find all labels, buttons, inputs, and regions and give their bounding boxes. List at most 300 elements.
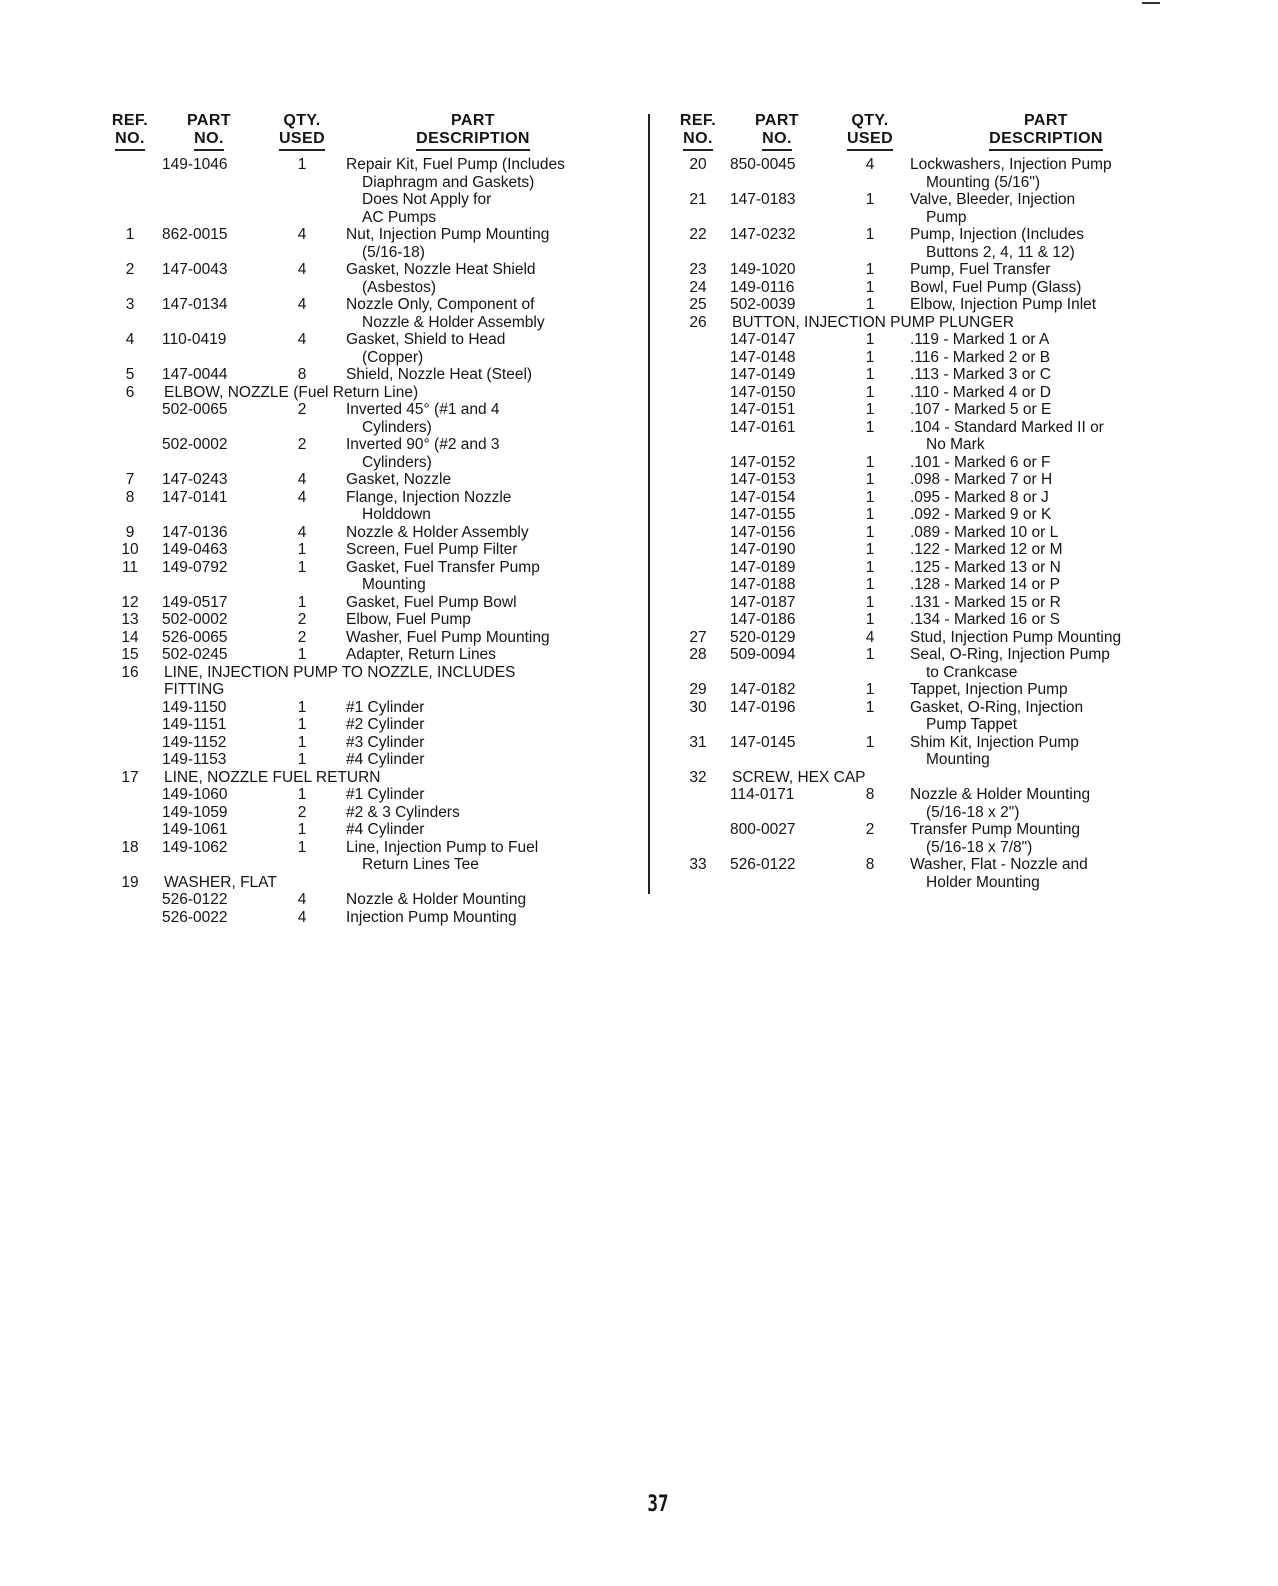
part-no: 502-0002	[162, 611, 228, 628]
part-description: Nut, Injection Pump Mounting	[346, 226, 550, 243]
part-description: #4 Cylinder	[346, 821, 425, 838]
part-no: 800-0027	[730, 821, 796, 838]
qty-used: 1	[865, 506, 875, 523]
table-row	[676, 156, 1186, 191]
part-no: 147-0151	[730, 401, 796, 418]
ref-no: 9	[125, 523, 135, 541]
qty-used: 4	[297, 523, 307, 541]
part-description: Flange, Injection Nozzle	[346, 488, 512, 506]
table-row	[108, 699, 628, 717]
qty-used: 2	[297, 436, 307, 453]
qty-used: 1	[865, 418, 875, 436]
qty-used: 1	[865, 698, 875, 716]
table-row	[676, 314, 1186, 332]
ref-no: 30	[689, 698, 707, 716]
part-description: Adapter, Return Lines	[346, 646, 496, 663]
table-row	[676, 629, 1186, 647]
part-description: Line, Injection Pump to Fuel	[346, 838, 539, 856]
part-no: 147-0148	[730, 348, 796, 366]
part-description: .128 - Marked 14 or P	[910, 576, 1060, 593]
header-ref: REF. NO.	[108, 112, 152, 151]
part-no: 862-0015	[162, 226, 228, 243]
header-qty: QTY. USED	[274, 112, 330, 151]
qty-used: 1	[297, 156, 307, 173]
table-header	[108, 112, 628, 156]
part-description: Stud, Injection Pump Mounting	[910, 628, 1122, 646]
part-description: Mounting	[926, 751, 990, 768]
table-row	[676, 191, 1186, 226]
part-no: 526-0122	[162, 891, 228, 908]
ref-no: 13	[121, 611, 139, 628]
qty-used: 1	[865, 191, 875, 208]
group-heading-cont: FITTING	[164, 681, 225, 698]
part-description: No Mark	[926, 436, 985, 453]
part-description: Return Lines Tee	[362, 856, 479, 873]
qty-used: 1	[865, 261, 875, 278]
part-no: 147-0186	[730, 611, 796, 628]
qty-used: 1	[865, 296, 875, 313]
part-description: Does Not Apply for	[362, 191, 492, 208]
table-row	[108, 839, 628, 874]
part-description: Inverted 45° (#1 and 4	[346, 401, 500, 418]
qty-used: 1	[865, 593, 875, 611]
part-description: Nozzle & Holder Mounting	[910, 786, 1091, 803]
qty-used: 1	[865, 523, 875, 541]
table-row	[108, 541, 628, 559]
qty-used: 1	[865, 733, 875, 751]
ref-no: 25	[689, 296, 707, 313]
ref-no: 33	[689, 856, 707, 873]
part-no: 526-0065	[162, 628, 228, 646]
part-description: .098 - Marked 7 or H	[910, 471, 1053, 488]
part-no: 147-0149	[730, 366, 796, 383]
table-row	[676, 646, 1186, 681]
table-row	[108, 489, 628, 524]
part-description: .107 - Marked 5 or E	[910, 401, 1052, 418]
group-heading: LINE, INJECTION PUMP TO NOZZLE, INCLUDES	[164, 663, 516, 681]
header-description: PART DESCRIPTION	[398, 112, 548, 151]
qty-used: 8	[297, 366, 307, 383]
qty-used: 8	[865, 856, 875, 873]
part-description: .119 - Marked 1 or A	[910, 331, 1050, 348]
part-description: Washer, Flat - Nozzle and	[910, 856, 1088, 873]
qty-used: 1	[297, 838, 307, 856]
table-row	[108, 261, 628, 296]
part-no: 526-0022	[162, 908, 228, 926]
table-row	[108, 769, 628, 787]
ref-no: 22	[689, 226, 707, 243]
ref-no: 26	[689, 313, 707, 331]
ref-no: 20	[689, 156, 707, 173]
part-no: 147-0189	[730, 558, 796, 576]
part-description: Gasket, Nozzle Heat Shield	[346, 261, 536, 278]
table-row	[108, 611, 628, 629]
ref-no: 28	[689, 646, 707, 663]
part-no: 149-1061	[162, 821, 228, 838]
ref-no: 18	[121, 838, 139, 856]
part-description: Elbow, Injection Pump Inlet	[910, 296, 1097, 313]
ref-no: 10	[121, 541, 139, 558]
qty-used: 1	[297, 821, 307, 838]
qty-used: 1	[297, 541, 307, 558]
corner-mark	[1142, 2, 1160, 4]
qty-used: 1	[865, 646, 875, 663]
part-description: .104 - Standard Marked II or	[910, 418, 1104, 436]
table-row	[676, 559, 1186, 577]
table-row	[108, 559, 628, 594]
part-description: Mounting (5/16")	[926, 173, 1041, 191]
table-row	[676, 611, 1186, 629]
qty-used: 1	[865, 331, 875, 348]
part-description: (5/16-18 x 2")	[926, 803, 1020, 821]
part-no: 526-0122	[730, 856, 796, 873]
part-description: Pump Tappet	[926, 716, 1018, 733]
ref-no: 17	[121, 768, 139, 786]
part-description: Nozzle & Holder Mounting	[346, 891, 527, 908]
table-row	[108, 331, 628, 366]
part-no: 147-0141	[162, 488, 228, 506]
qty-used: 1	[865, 681, 875, 698]
part-no: 520-0129	[730, 628, 796, 646]
qty-used: 1	[865, 348, 875, 366]
ref-no: 29	[689, 681, 707, 698]
part-description: Pump, Injection (Includes	[910, 226, 1085, 243]
table-row	[108, 524, 628, 542]
part-description: Washer, Fuel Pump Mounting	[346, 628, 550, 646]
part-description: AC Pumps	[362, 208, 437, 226]
table-row	[676, 296, 1186, 314]
table-row	[108, 226, 628, 261]
part-no: 149-0517	[162, 593, 228, 611]
part-description: Inverted 90° (#2 and 3	[346, 436, 500, 453]
qty-used: 1	[297, 751, 307, 768]
part-no: 149-0116	[730, 278, 795, 296]
part-description: Cylinders)	[362, 418, 432, 436]
part-no: 147-0232	[730, 226, 796, 243]
table-row	[676, 506, 1186, 524]
part-description: Holder Mounting	[926, 873, 1040, 891]
part-description: Shim Kit, Injection Pump	[910, 733, 1079, 751]
part-description: Pump	[926, 208, 967, 226]
header-part-no: PART NO.	[168, 112, 250, 151]
qty-used: 1	[865, 611, 875, 628]
parts-table-left	[108, 112, 628, 926]
part-no: 147-0187	[730, 593, 796, 611]
part-description: Nozzle & Holder Assembly	[346, 523, 529, 541]
table-row	[676, 489, 1186, 507]
qty-used: 1	[865, 366, 875, 383]
part-description: to Crankcase	[926, 663, 1018, 681]
part-description: Gasket, Fuel Pump Bowl	[346, 593, 517, 611]
qty-used: 4	[297, 226, 307, 243]
table-row	[676, 769, 1186, 787]
part-description: (5/16-18 x 7/8")	[926, 838, 1033, 856]
table-row	[108, 384, 628, 402]
table-row	[108, 646, 628, 664]
part-description: Gasket, Shield to Head	[346, 331, 506, 348]
part-no: 502-0002	[162, 436, 228, 453]
table-row	[108, 296, 628, 331]
qty-used: 1	[865, 383, 875, 401]
part-no: 149-1151	[162, 716, 227, 733]
part-no: 147-0196	[730, 698, 796, 716]
table-row	[676, 454, 1186, 472]
part-description: .134 - Marked 16 or S	[910, 611, 1060, 628]
ref-no: 5	[125, 366, 135, 383]
part-no: 149-1062	[162, 838, 228, 856]
table-row	[676, 331, 1186, 349]
qty-used: 1	[865, 401, 875, 418]
qty-used: 1	[865, 558, 875, 576]
qty-used: 1	[865, 453, 875, 471]
table-row	[108, 716, 628, 734]
table-row	[676, 226, 1186, 261]
qty-used: 1	[297, 698, 307, 716]
qty-used: 2	[297, 611, 307, 628]
table-row	[676, 524, 1186, 542]
ref-no: 32	[689, 768, 707, 786]
part-description: .125 - Marked 13 or N	[910, 558, 1061, 576]
table-row	[676, 419, 1186, 454]
part-description: (Copper)	[362, 348, 424, 366]
table-row	[676, 471, 1186, 489]
table-row	[108, 629, 628, 647]
part-description: Bowl, Fuel Pump (Glass)	[910, 278, 1082, 296]
ref-no: 6	[125, 383, 135, 401]
table-row	[108, 401, 628, 436]
table-row	[676, 699, 1186, 734]
part-no: 147-0188	[730, 576, 796, 593]
qty-used: 1	[865, 278, 875, 296]
part-no: 149-1059	[162, 803, 228, 821]
table-row	[108, 734, 628, 752]
part-no: 114-0171	[730, 786, 795, 803]
qty-used: 4	[297, 908, 307, 926]
part-no: 149-1060	[162, 786, 228, 803]
qty-used: 1	[865, 226, 875, 243]
part-description: Injection Pump Mounting	[346, 908, 517, 926]
part-description: #2 & 3 Cylinders	[346, 803, 460, 821]
header-qty: QTY. USED	[842, 112, 898, 151]
table-row	[108, 804, 628, 822]
table-row	[108, 156, 628, 226]
group-heading: BUTTON, INJECTION PUMP PLUNGER	[732, 313, 1014, 331]
part-no: 502-0065	[162, 401, 228, 418]
part-description: Valve, Bleeder, Injection	[910, 191, 1076, 208]
table-row	[108, 366, 628, 384]
part-description: Buttons 2, 4, 11 & 12)	[926, 243, 1075, 261]
table-row	[108, 786, 628, 804]
part-no: 147-0155	[730, 506, 796, 523]
parts-table-right	[676, 112, 1186, 891]
part-no: 149-1153	[162, 751, 227, 768]
column-divider	[648, 114, 650, 894]
qty-used: 1	[865, 576, 875, 593]
qty-used: 2	[297, 401, 307, 418]
table-row	[676, 349, 1186, 367]
part-no: 147-0153	[730, 471, 796, 488]
part-description: Shield, Nozzle Heat (Steel)	[346, 366, 533, 383]
part-description: Repair Kit, Fuel Pump (Includes	[346, 156, 565, 173]
part-no: 149-0463	[162, 541, 228, 558]
part-description: .116 - Marked 2 or B	[910, 348, 1051, 366]
table-row	[676, 681, 1186, 699]
part-description: (Asbestos)	[362, 278, 437, 296]
part-no: 147-0182	[730, 681, 796, 698]
table-row	[108, 664, 628, 699]
part-description: .110 - Marked 4 or D	[910, 383, 1051, 401]
part-description: .122 - Marked 12 or M	[910, 541, 1063, 558]
qty-used: 4	[297, 891, 307, 908]
part-description: #1 Cylinder	[346, 786, 425, 803]
qty-used: 8	[865, 786, 875, 803]
ref-no: 27	[689, 628, 707, 646]
part-description: Cylinders)	[362, 453, 432, 471]
qty-used: 1	[865, 471, 875, 488]
qty-used: 4	[297, 488, 307, 506]
part-no: 149-1150	[162, 698, 227, 716]
qty-used: 1	[297, 646, 307, 663]
part-description: (5/16-18)	[362, 243, 425, 261]
part-no: 147-0145	[730, 733, 796, 751]
group-heading: SCREW, HEX CAP	[732, 768, 866, 786]
page-number: 37	[647, 1492, 669, 1517]
part-description: Holddown	[362, 506, 431, 523]
qty-used: 1	[297, 786, 307, 803]
group-heading: LINE, NOZZLE FUEL RETURN	[164, 768, 381, 786]
table-row	[108, 751, 628, 769]
part-description: .101 - Marked 6 or F	[910, 453, 1051, 471]
part-description: .113 - Marked 3 or C	[910, 366, 1051, 383]
qty-used: 4	[297, 331, 307, 348]
part-description: Gasket, Fuel Transfer Pump	[346, 558, 540, 576]
part-no: 149-0792	[162, 558, 228, 576]
part-description: .089 - Marked 10 or L	[910, 523, 1059, 541]
qty-used: 2	[865, 821, 875, 838]
part-no: 147-0152	[730, 453, 796, 471]
part-description: Pump, Fuel Transfer	[910, 261, 1051, 278]
qty-used: 4	[865, 628, 875, 646]
part-description: Gasket, Nozzle	[346, 471, 452, 488]
table-row	[676, 541, 1186, 559]
part-no: 502-0039	[730, 296, 796, 313]
table-row	[676, 734, 1186, 769]
group-heading: WASHER, FLAT	[164, 873, 277, 891]
ref-no: 3	[125, 296, 135, 313]
qty-used: 4	[297, 296, 307, 313]
table-header	[676, 112, 1186, 156]
part-description: Nozzle Only, Component of	[346, 296, 535, 313]
part-description: Lockwashers, Injection Pump	[910, 156, 1112, 173]
ref-no: 23	[689, 261, 707, 278]
part-description: Mounting	[362, 576, 426, 593]
part-no: 509-0094	[730, 646, 796, 663]
part-description: .092 - Marked 9 or K	[910, 506, 1052, 523]
table-row	[676, 279, 1186, 297]
table-row	[676, 576, 1186, 594]
table-row	[676, 366, 1186, 384]
group-heading: ELBOW, NOZZLE (Fuel Return Line)	[164, 383, 419, 401]
part-description: Tappet, Injection Pump	[910, 681, 1068, 698]
qty-used: 1	[297, 558, 307, 576]
part-no: 502-0245	[162, 646, 228, 663]
qty-used: 2	[297, 628, 307, 646]
table-row	[108, 471, 628, 489]
qty-used: 1	[865, 488, 875, 506]
part-no: 147-0154	[730, 488, 796, 506]
ref-no: 31	[689, 733, 707, 751]
ref-no: 12	[121, 593, 139, 611]
table-row	[108, 594, 628, 612]
ref-no: 14	[121, 628, 139, 646]
table-row	[676, 401, 1186, 419]
table-row	[108, 874, 628, 892]
header-part-no: PART NO.	[736, 112, 818, 151]
ref-no: 24	[689, 278, 707, 296]
qty-used: 4	[297, 261, 307, 278]
qty-used: 1	[297, 716, 307, 733]
part-no: 147-0147	[730, 331, 796, 348]
table-row	[676, 786, 1186, 821]
qty-used: 4	[297, 471, 307, 488]
part-no: 147-0161	[730, 418, 796, 436]
table-row	[108, 821, 628, 839]
part-no: 149-1152	[162, 733, 227, 751]
part-no: 147-0190	[730, 541, 796, 558]
qty-used: 1	[297, 593, 307, 611]
part-description: Elbow, Fuel Pump	[346, 611, 471, 628]
part-description: Seal, O-Ring, Injection Pump	[910, 646, 1110, 663]
part-no: 149-1046	[162, 156, 228, 173]
part-description: Nozzle & Holder Assembly	[362, 313, 545, 331]
ref-no: 4	[125, 331, 135, 348]
part-description: #1 Cylinder	[346, 698, 425, 716]
part-no: 147-0134	[162, 296, 228, 313]
part-no: 147-0243	[162, 471, 228, 488]
rows-left	[108, 156, 628, 926]
ref-no: 11	[121, 558, 139, 576]
ref-no: 7	[125, 471, 135, 488]
ref-no: 19	[121, 873, 139, 891]
header-description: PART DESCRIPTION	[976, 112, 1116, 151]
part-description: Transfer Pump Mounting	[910, 821, 1081, 838]
part-description: #2 Cylinder	[346, 716, 425, 733]
table-row	[676, 856, 1186, 891]
ref-no: 15	[121, 646, 139, 663]
qty-used: 1	[865, 541, 875, 558]
part-description: #4 Cylinder	[346, 751, 425, 768]
table-row	[108, 909, 628, 927]
ref-no: 16	[121, 663, 139, 681]
ref-no: 21	[689, 191, 707, 208]
part-no: 149-1020	[730, 261, 796, 278]
ref-no: 2	[125, 261, 135, 278]
part-no: 147-0136	[162, 523, 228, 541]
header-ref: REF. NO.	[676, 112, 720, 151]
part-no: 110-0419	[162, 331, 227, 348]
qty-used: 2	[297, 803, 307, 821]
part-description: .131 - Marked 15 or R	[910, 593, 1061, 611]
ref-no: 1	[125, 226, 135, 243]
qty-used: 4	[865, 156, 875, 173]
table-row	[108, 891, 628, 909]
table-row	[676, 384, 1186, 402]
part-description: Gasket, O-Ring, Injection	[910, 698, 1084, 716]
part-no: 850-0045	[730, 156, 796, 173]
part-description: Screen, Fuel Pump Filter	[346, 541, 518, 558]
part-description: Diaphragm and Gaskets)	[362, 173, 535, 191]
part-no: 147-0150	[730, 383, 796, 401]
